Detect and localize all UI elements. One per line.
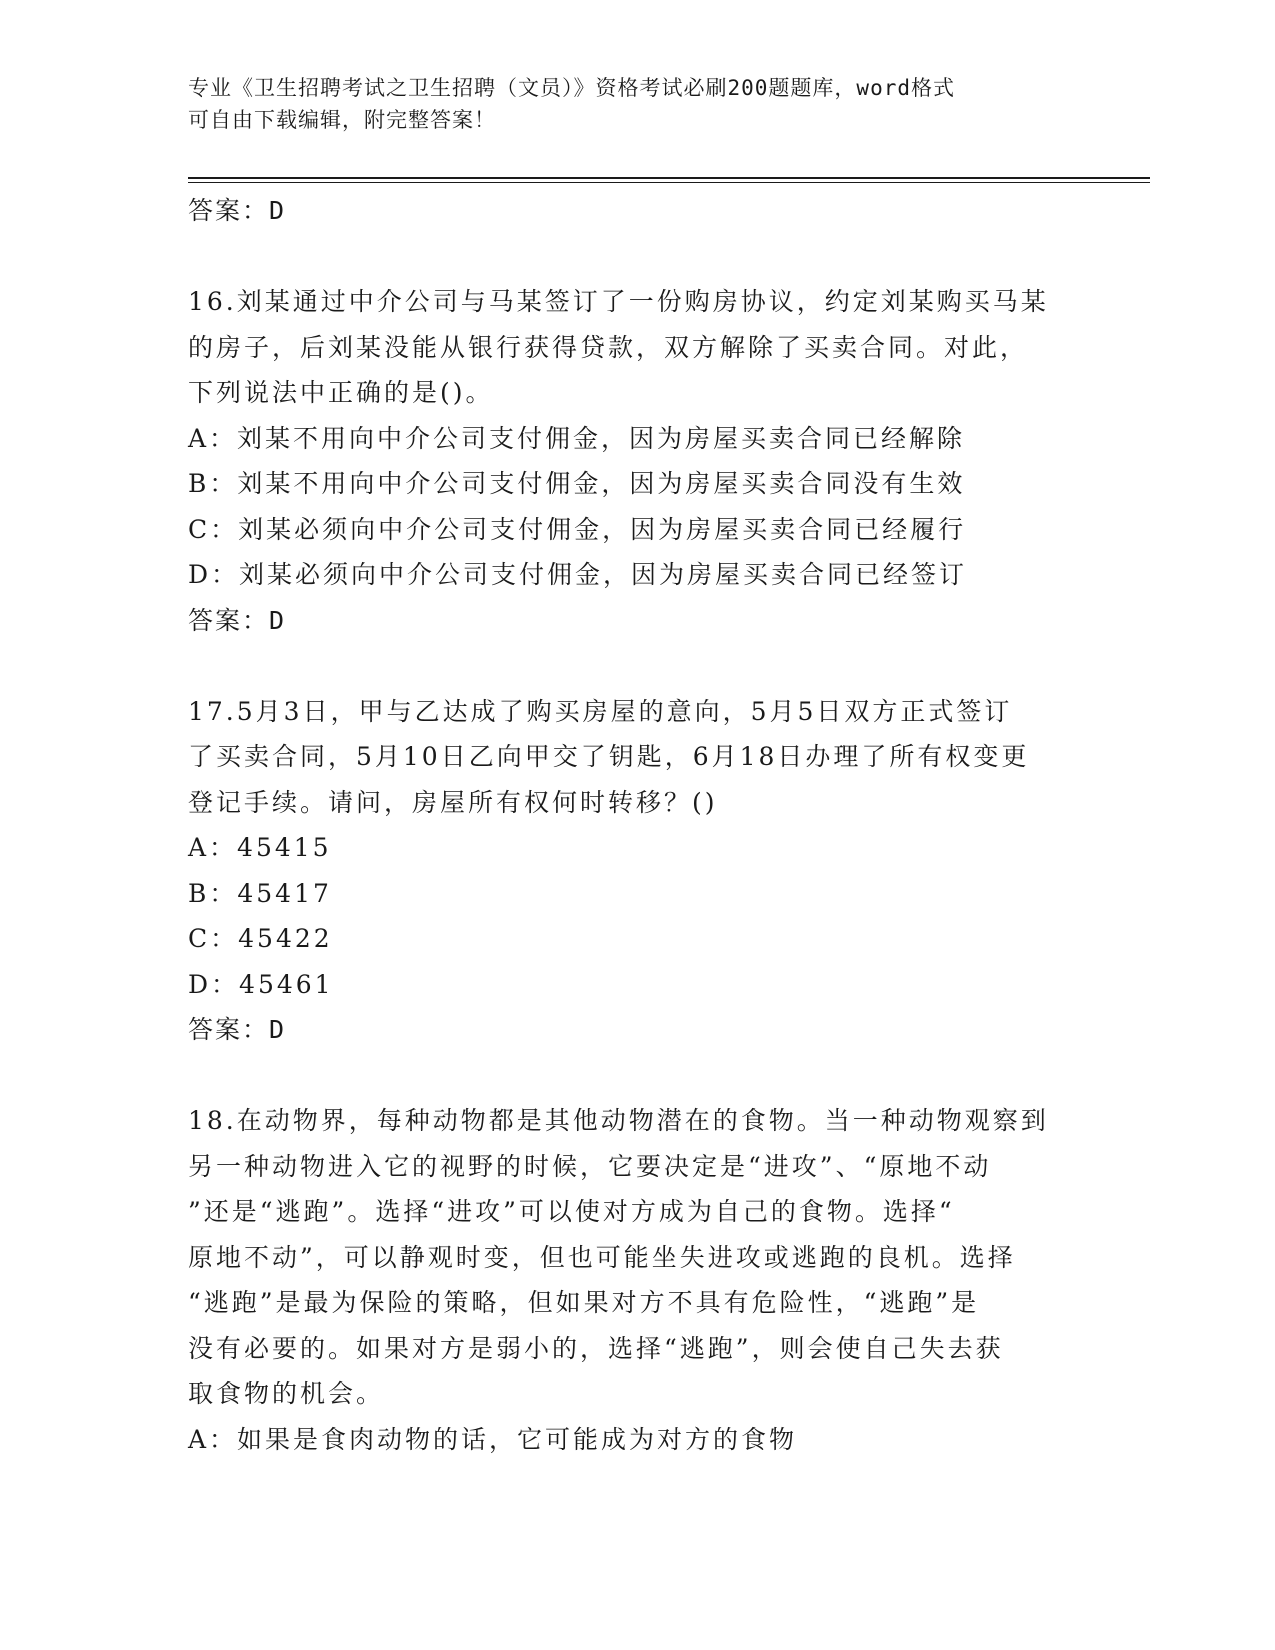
- question-16: [188, 279, 1088, 643]
- question-text-line: 没有必要的。如果对方是弱小的，选择“逃跑”，则会使自己失去获: [188, 1333, 1004, 1363]
- question-text-line: 17.5月3日，甲与乙达成了购买房屋的意向，5月5日双方正式签订: [188, 696, 1013, 726]
- question-text-line: 的房子，后刘某没能从银行获得贷款，双方解除了买卖合同。对此，: [188, 332, 1029, 362]
- question-text-line: ”还是“逃跑”。选择“进攻”可以使对方成为自己的食物。选择“: [188, 1197, 955, 1226]
- question-text-line: 下列说法中正确的是()。: [188, 378, 494, 407]
- document-header: [188, 72, 1088, 136]
- question-text-line: 另一种动物进入它的视野的时候，它要决定是“进攻”、“原地不动: [188, 1151, 992, 1181]
- question-text-line: 16.刘某通过中介公司与马某签订了一份购房协议，约定刘某购买马某: [188, 287, 1049, 316]
- header-divider-thin: [188, 182, 1150, 183]
- document-body: [188, 188, 1088, 1462]
- option-a: A：如果是食肉动物的话，它可能成为对方的食物: [188, 1424, 798, 1454]
- option-c: C：45422: [188, 924, 333, 953]
- question-text-line: 登记手续。请问，房屋所有权何时转移？(): [188, 787, 718, 817]
- question-text-line: 取食物的机会。: [188, 1379, 385, 1408]
- option-b: B：45417: [188, 878, 332, 908]
- previous-answer: 答案：D: [188, 196, 287, 225]
- answer: 答案：D: [188, 605, 287, 635]
- option-b: B：刘某不用向中介公司支付佣金，因为房屋买卖合同没有生效: [188, 469, 966, 498]
- option-d: D：45461: [188, 969, 334, 999]
- option-d: D：刘某必须向中介公司支付佣金，因为房屋买卖合同已经签订: [188, 560, 968, 589]
- question-18: [188, 1098, 1088, 1462]
- header-line-2: 可自由下载编辑，附完整答案！: [188, 108, 496, 132]
- option-a: A：刘某不用向中介公司支付佣金，因为房屋买卖合同已经解除: [188, 423, 966, 453]
- header-line-1: 专业《卫生招聘考试之卫生招聘（文员）》资格考试必刷200题题库，word格式: [188, 76, 955, 100]
- question-text-line: “逃跑”是最为保险的策略，但如果对方不具有危险性，“逃跑”是: [188, 1288, 980, 1317]
- spacer: [188, 643, 1088, 689]
- option-c: C：刘某必须向中介公司支付佣金，因为房屋买卖合同已经履行: [188, 514, 967, 544]
- header-divider: [188, 177, 1150, 179]
- question-text-line: 原地不动”，可以静观时变，但也可能坐失进攻或逃跑的良机。选择: [188, 1242, 1016, 1272]
- spacer: [188, 1053, 1088, 1099]
- question-17: [188, 689, 1088, 1053]
- question-text-line: 18.在动物界，每种动物都是其他动物潜在的食物。当一种动物观察到: [188, 1106, 1049, 1135]
- option-a: A：45415: [188, 833, 332, 862]
- question-text-line: 了买卖合同，5月10日乙向甲交了钥匙，6月18日办理了所有权变更: [188, 742, 1030, 771]
- answer: 答案：D: [188, 1015, 287, 1044]
- spacer: [188, 234, 1088, 280]
